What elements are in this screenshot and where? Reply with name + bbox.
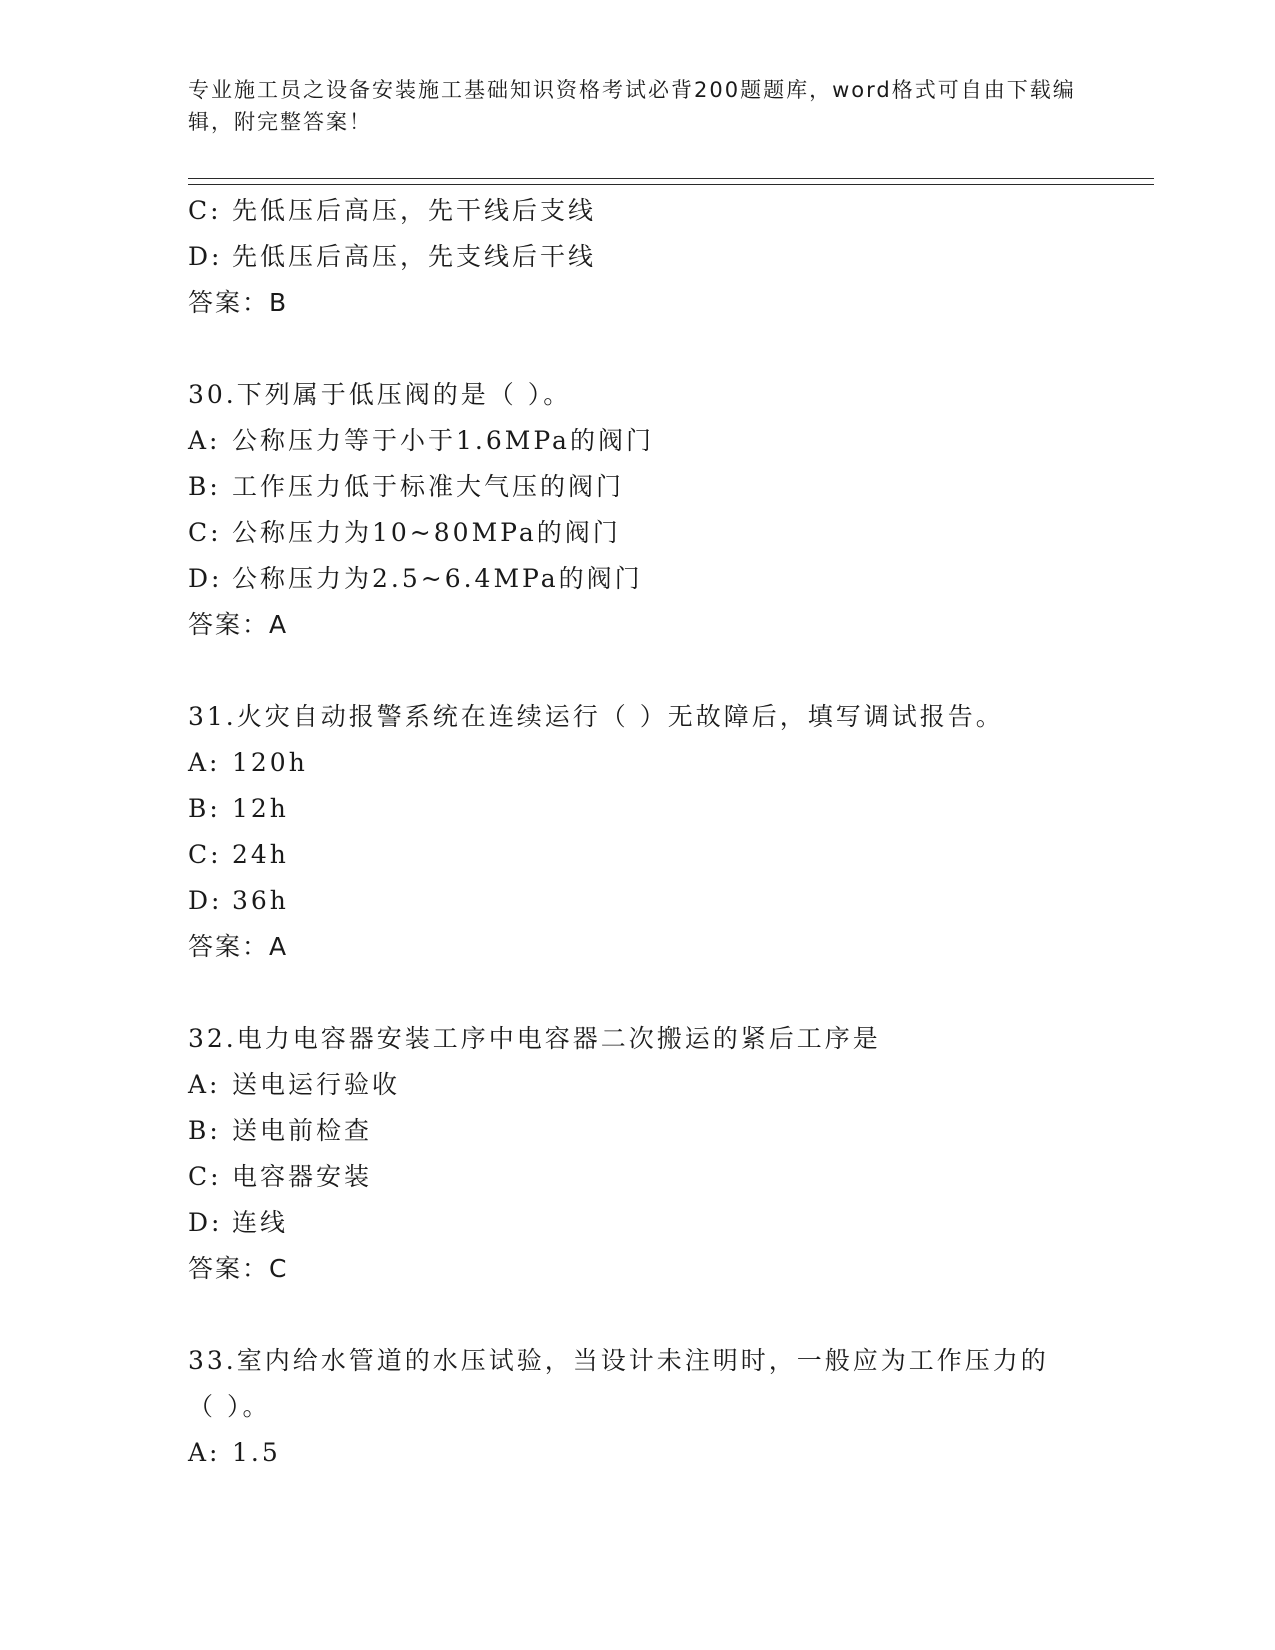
header-divider-top bbox=[188, 178, 1154, 179]
option-text: 1.5 bbox=[232, 1438, 281, 1467]
option-letter: C: bbox=[188, 840, 222, 869]
spacer bbox=[188, 326, 1148, 372]
spacer bbox=[188, 648, 1148, 694]
question-stem: 33.室内给水管道的水压试验，当设计未注明时，一般应为工作压力的 bbox=[188, 1346, 1049, 1375]
answer-line: 答案：C bbox=[188, 1254, 289, 1283]
option-text: 120h bbox=[232, 748, 308, 777]
question-stem: 32.电力电容器安装工序中电容器二次搬运的紧后工序是 bbox=[188, 1024, 881, 1053]
option-c bbox=[188, 510, 1148, 556]
option-d bbox=[188, 878, 1148, 924]
option-a bbox=[188, 418, 1148, 464]
option-text: 36h bbox=[232, 886, 289, 915]
option-text: 工作压力低于标准大气压的阀门 bbox=[232, 472, 625, 501]
option-text: 12h bbox=[232, 794, 289, 823]
question-stem: 31.火灾自动报警系统在连续运行（ ）无故障后，填写调试报告。 bbox=[188, 702, 1004, 731]
option-letter: D: bbox=[188, 564, 223, 593]
option-d bbox=[188, 234, 1148, 280]
option-d bbox=[188, 556, 1148, 602]
option-text: 公称压力为2.5~6.4MPa的阀门 bbox=[232, 564, 643, 593]
option-text: 送电运行验收 bbox=[232, 1070, 401, 1099]
option-letter: C: bbox=[188, 518, 222, 547]
question-block bbox=[188, 372, 1148, 648]
option-text: 送电前检查 bbox=[232, 1116, 373, 1145]
option-letter: C: bbox=[188, 196, 222, 225]
spacer bbox=[188, 1292, 1148, 1338]
option-text: 24h bbox=[232, 840, 289, 869]
option-a bbox=[188, 1062, 1148, 1108]
option-letter: A: bbox=[188, 426, 221, 455]
option-c bbox=[188, 1154, 1148, 1200]
option-d bbox=[188, 1200, 1148, 1246]
header-divider-bottom bbox=[188, 184, 1154, 185]
option-letter: A: bbox=[188, 1438, 221, 1467]
option-c bbox=[188, 188, 1148, 234]
question-block-continued bbox=[188, 188, 1148, 326]
option-text: 公称压力为10~80MPa的阀门 bbox=[232, 518, 621, 547]
spacer bbox=[188, 970, 1148, 1016]
question-list bbox=[188, 188, 1148, 1476]
option-letter: C: bbox=[188, 1162, 222, 1191]
option-c bbox=[188, 832, 1148, 878]
option-b bbox=[188, 786, 1148, 832]
question-block bbox=[188, 1016, 1148, 1292]
option-letter: D: bbox=[188, 242, 223, 271]
option-letter: B: bbox=[188, 472, 221, 501]
question-stem: 30.下列属于低压阀的是（ ）。 bbox=[188, 380, 572, 409]
document-header: 专业施工员之设备安装施工基础知识资格考试必背200题题库，word格式可自由下载编辑，附完整答案！ bbox=[188, 78, 1076, 134]
option-text: 先低压后高压，先支线后干线 bbox=[232, 242, 597, 271]
option-a bbox=[188, 740, 1148, 786]
option-b bbox=[188, 464, 1148, 510]
question-block bbox=[188, 1338, 1148, 1476]
option-letter: B: bbox=[188, 794, 221, 823]
option-letter: B: bbox=[188, 1116, 221, 1145]
option-letter: D: bbox=[188, 886, 223, 915]
option-letter: D: bbox=[188, 1208, 223, 1237]
option-letter: A: bbox=[188, 1070, 221, 1099]
option-text: 公称压力等于小于1.6MPa的阀门 bbox=[232, 426, 654, 455]
option-text: 电容器安装 bbox=[232, 1162, 373, 1191]
answer-line: 答案：A bbox=[188, 932, 289, 961]
question-stem-continuation: （ ）。 bbox=[188, 1392, 271, 1421]
answer-line: 答案：B bbox=[188, 288, 289, 317]
question-block bbox=[188, 694, 1148, 970]
option-text: 先低压后高压，先干线后支线 bbox=[232, 196, 597, 225]
answer-line: 答案：A bbox=[188, 610, 289, 639]
option-b bbox=[188, 1108, 1148, 1154]
option-a bbox=[188, 1430, 1148, 1476]
option-letter: A: bbox=[188, 748, 221, 777]
option-text: 连线 bbox=[232, 1208, 289, 1237]
